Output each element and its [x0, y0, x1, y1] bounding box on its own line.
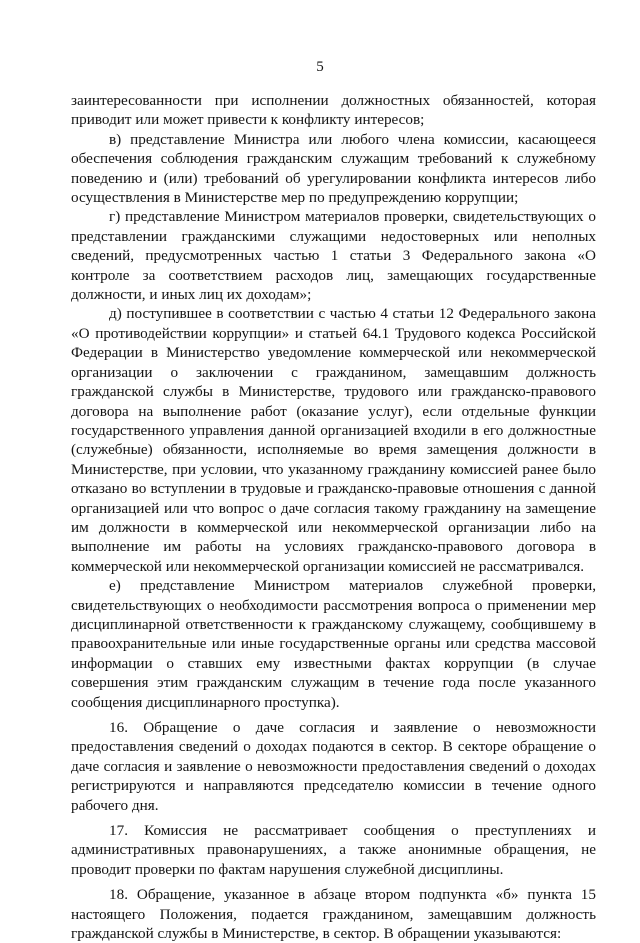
paragraph-item-g: г) представление Министром материалов проверки, свидетельствующих о представлении гражданскими служащими недостоверных или неполных сведений, предусмотренных частью 1 статьи 3 Федерального закона «О контроле за соответствием расходов лиц, замещающих государственные должности, и иных лиц их доходам»;	[71, 208, 596, 304]
page-number: 5	[316, 59, 324, 75]
paragraph-clause-17: 17. Комиссия не рассматривает сообщения о преступлениях и административных правонарушениях, а также анонимные обращения, не проводит проверки по фактам нарушения служебной дисциплины.	[71, 822, 596, 878]
paragraph-clause-16: 16. Обращение о даче согласия и заявление о невозможности предоставления сведений о доходах подаются в сектор. В секторе обращение о даче согласия и заявление о невозможности предоставления сведений о доходах регистрируются и направляются председателю комиссии в течение одного рабочего дня.	[71, 719, 596, 814]
document-body	[71, 91, 596, 943]
paragraph-continuation: заинтересованности при исполнении должностных обязанностей, которая приводит или может привести к конфликту интересов;	[71, 92, 596, 129]
paragraph-item-d: д) поступившее в соответствии с частью 4 статьи 12 Федерального закона «О противодействии коррупции» и статьей 64.1 Трудового кодекса Российской Федерации в Министерство уведомление коммерческой или некоммерческой организации о заключении с гражданином, замещавшим должность гражданской службы в Министерстве, трудового или гражданско-правового договора на выполнение работ (оказание услуг), если отдельные функции государственного управления данной организацией входили в его должностные (служебные) обязанности, исполняемые во время замещения должности в Министерстве, при условии, что указанному гражданину комиссией ранее было отказано во вступлении в трудовые и гражданско-правовые отношения с данной организацией или что вопрос о даче согласия такому гражданину на замещение им должности в коммерческой или некоммерческой организации либо на выполнение им работы на условиях гражданско-правового договора в коммерческой или некоммерческой организации комиссией не рассматривался.	[71, 305, 596, 575]
paragraph-item-v: в) представление Министра или любого члена комиссии, касающееся обеспечения соблюдения гражданским служащим требований к служебному поведению и (или) требований об урегулировании конфликта интересов либо осуществления в Министерстве мер по предупреждению коррупции;	[71, 130, 596, 207]
paragraph-clause-18: 18. Обращение, указанное в абзаце втором подпункта «б» пункта 15 настоящего Положения, подается гражданином, замещавшим должность гражданской службы в Министерстве, в сектор. В обращении указываются:	[71, 886, 596, 943]
paragraph-item-e: е) представление Министром материалов служебной проверки, свидетельствующих о необходимости рассмотрения вопроса о применении мер дисциплинарной ответственности к гражданскому служащему, сообщившему в правоохранительные или иные государственные органы или средства массовой информации о ставших ему известными фактах коррупции (в случае совершения этим гражданским служащим в течение года после указанного сообщения дисциплинарного проступка).	[71, 577, 596, 711]
